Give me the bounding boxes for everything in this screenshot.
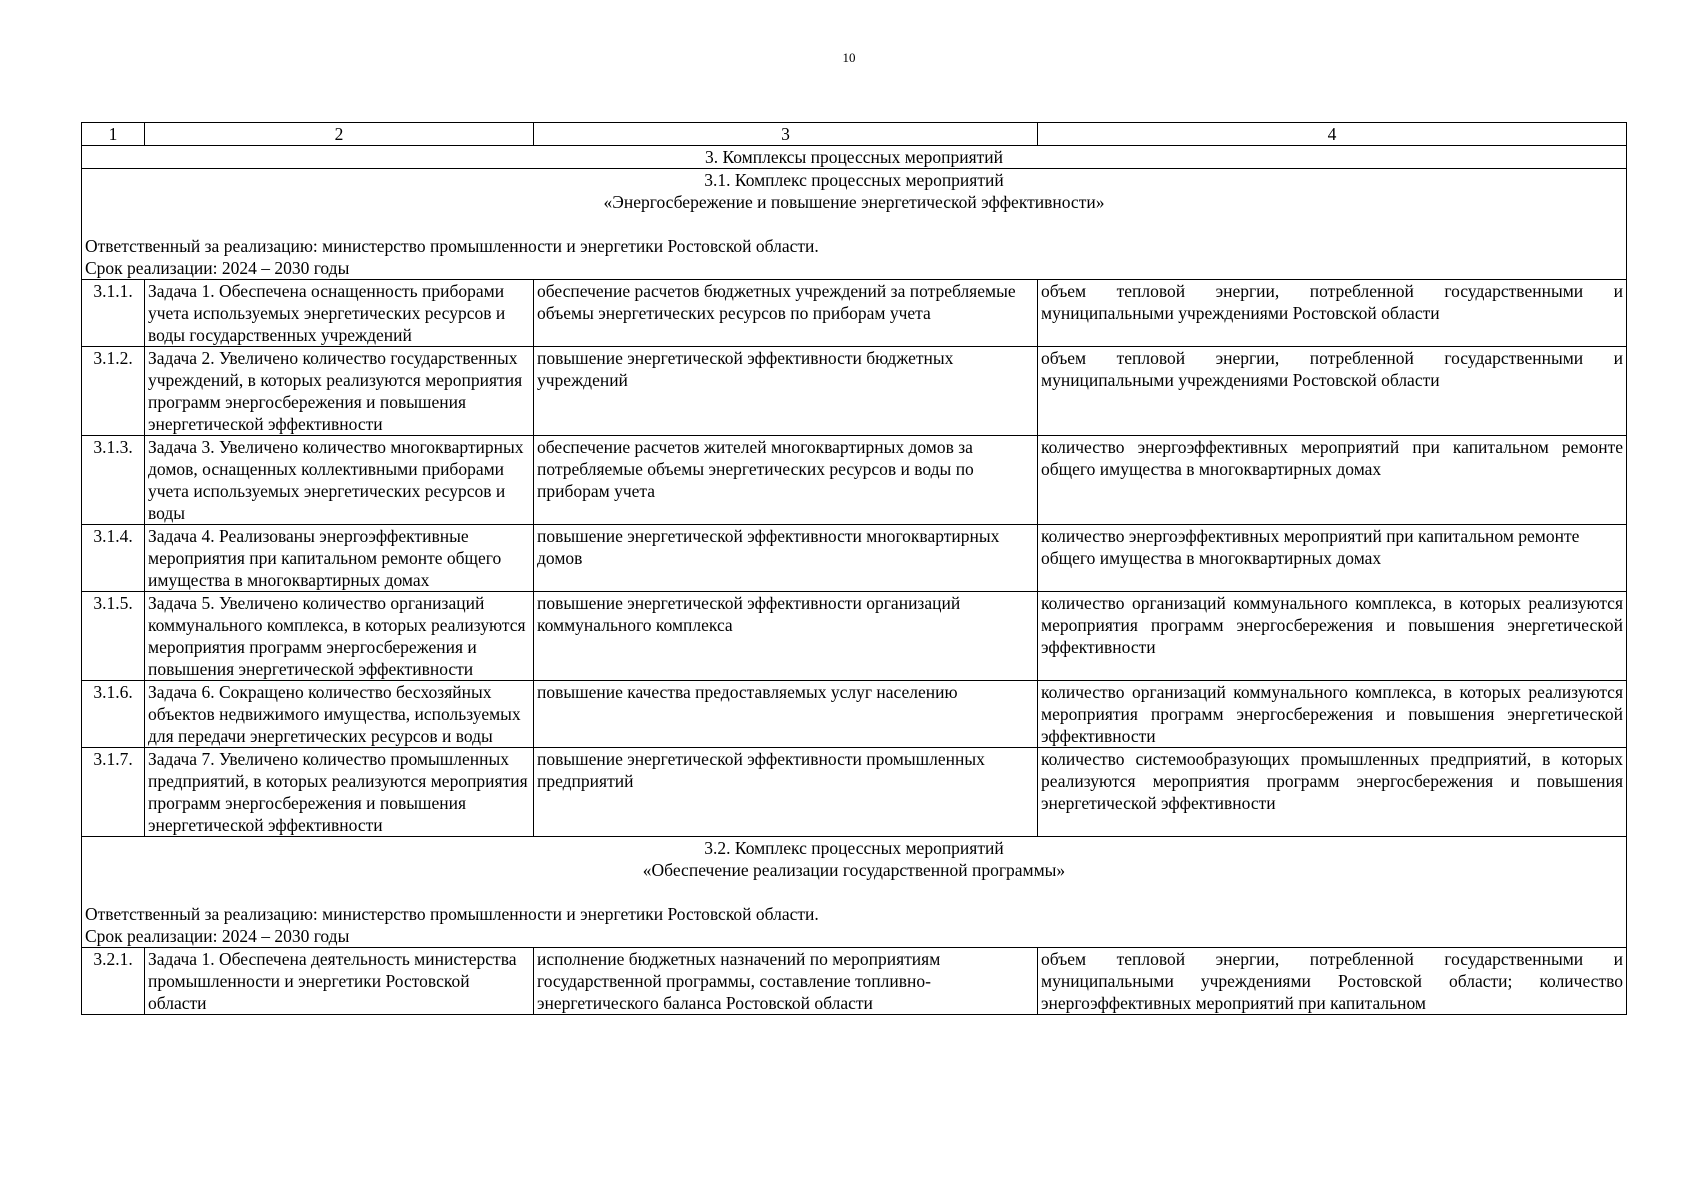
subsection-name: «Обеспечение реализации государственной программы» (642, 860, 1066, 880)
responsible-text: Ответственный за реализацию: министерство промышленности и энергетики Ростовской области. (85, 236, 819, 256)
term-text: Срок реализации: 2024 – 2030 годы (85, 926, 350, 946)
indicator-cell: объем тепловой энергии, потребленной государственными и муниципальными учреждениями Ростовской области (1038, 280, 1627, 347)
indicator-cell: количество системообразующих промышленных предприятий, в которых реализуются мероприятия программ энергосбережения и повышения энергетической эффективности (1038, 748, 1627, 837)
task-number: 3.2.1. (82, 948, 145, 1015)
task-cell: Задача 5. Увеличено количество организаций коммунального комплекса, в которых реализуются мероприятия программ энергосбережения и повышения энергетической эффективности (145, 592, 534, 681)
term-text: Срок реализации: 2024 – 2030 годы (85, 258, 350, 278)
task-cell: Задача 7. Увеличено количество промышленных предприятий, в которых реализуются мероприятия программ энергосбережения и повышения энергетической эффективности (145, 748, 534, 837)
effect-cell: повышение энергетической эффективности многоквартирных домов (534, 525, 1038, 592)
column-number: 4 (1038, 123, 1627, 146)
task-number: 3.1.7. (82, 748, 145, 837)
program-table (81, 122, 1627, 1015)
table-row (82, 592, 1627, 681)
task-cell: Задача 2. Увеличено количество государственных учреждений, в которых реализуются мероприятия программ энергосбережения и повышения энергетической эффективности (145, 347, 534, 436)
task-number: 3.1.1. (82, 280, 145, 347)
effect-cell: повышение энергетической эффективности бюджетных учреждений (534, 347, 1038, 436)
table-row (82, 280, 1627, 347)
table-row (82, 681, 1627, 748)
effect-cell: повышение энергетической эффективности организаций коммунального комплекса (534, 592, 1038, 681)
indicator-cell: количество организаций коммунального комплекса, в которых реализуются мероприятия программ энергосбережения и повышения энергетической эффективности (1038, 592, 1627, 681)
column-number: 1 (82, 123, 145, 146)
subsection-heading-row (82, 169, 1627, 280)
task-cell: Задача 1. Обеспечена оснащенность приборами учета используемых энергетических ресурсов и воды государственных учреждений (145, 280, 534, 347)
subsection-title: 3.2. Комплекс процессных мероприятий (704, 838, 1004, 858)
table-row (82, 525, 1627, 592)
indicator-cell: объем тепловой энергии, потребленной государственными и муниципальными учреждениями Ростовской области (1038, 347, 1627, 436)
effect-cell: повышение энергетической эффективности промышленных предприятий (534, 748, 1038, 837)
task-number: 3.1.5. (82, 592, 145, 681)
task-cell: Задача 1. Обеспечена деятельность министерства промышленности и энергетики Ростовской области (145, 948, 534, 1015)
task-number: 3.1.3. (82, 436, 145, 525)
task-number: 3.1.2. (82, 347, 145, 436)
effect-cell: исполнение бюджетных назначений по мероприятиям государственной программы, составление топливно-энергетического баланса Ростовской области (534, 948, 1038, 1015)
task-cell: Задача 3. Увеличено количество многоквартирных домов, оснащенных коллективными приборами учета используемых энергетических ресурсов и воды (145, 436, 534, 525)
column-number: 3 (534, 123, 1038, 146)
task-cell: Задача 4. Реализованы энергоэффективные мероприятия при капитальном ремонте общего имущества в многоквартирных домах (145, 525, 534, 592)
indicator-cell: объем тепловой энергии, потребленной государственными и муниципальными учреждениями Ростовской области; количество энергоэффективных мероприятий при капитальном (1038, 948, 1627, 1015)
page-number: 10 (842, 50, 856, 65)
subsection-heading-cell (82, 169, 1627, 280)
column-number-row (82, 123, 1627, 146)
effect-cell: повышение качества предоставляемых услуг населению (534, 681, 1038, 748)
table-row (82, 436, 1627, 525)
section-heading-row (82, 146, 1627, 169)
subsection-title: 3.1. Комплекс процессных мероприятий (704, 170, 1004, 190)
effect-cell: обеспечение расчетов бюджетных учреждений за потребляемые объемы энергетических ресурсов по приборам учета (534, 280, 1038, 347)
indicator-cell: количество организаций коммунального комплекса, в которых реализуются мероприятия программ энергосбережения и повышения энергетической эффективности (1038, 681, 1627, 748)
task-number: 3.1.6. (82, 681, 145, 748)
task-cell: Задача 6. Сокращено количество бесхозяйных объектов недвижимого имущества, используемых для передачи энергетических ресурсов и воды (145, 681, 534, 748)
effect-cell: обеспечение расчетов жителей многоквартирных домов за потребляемые объемы энергетических ресурсов и воды по приборам учета (534, 436, 1038, 525)
subsection-heading-row (82, 837, 1627, 948)
section-heading: 3. Комплексы процессных мероприятий (82, 146, 1627, 169)
indicator-cell: количество энергоэффективных мероприятий при капитальном ремонте общего имущества в многоквартирных домах (1038, 436, 1627, 525)
table-row (82, 347, 1627, 436)
subsection-heading-cell (82, 837, 1627, 948)
table-row (82, 748, 1627, 837)
responsible-text: Ответственный за реализацию: министерство промышленности и энергетики Ростовской области. (85, 904, 819, 924)
table-row (82, 948, 1627, 1015)
indicator-cell: количество энергоэффективных мероприятий при капитальном ремонте общего имущества в многоквартирных домах (1038, 525, 1627, 592)
task-number: 3.1.4. (82, 525, 145, 592)
column-number: 2 (145, 123, 534, 146)
subsection-name: «Энергосбережение и повышение энергетической эффективности» (603, 192, 1105, 212)
